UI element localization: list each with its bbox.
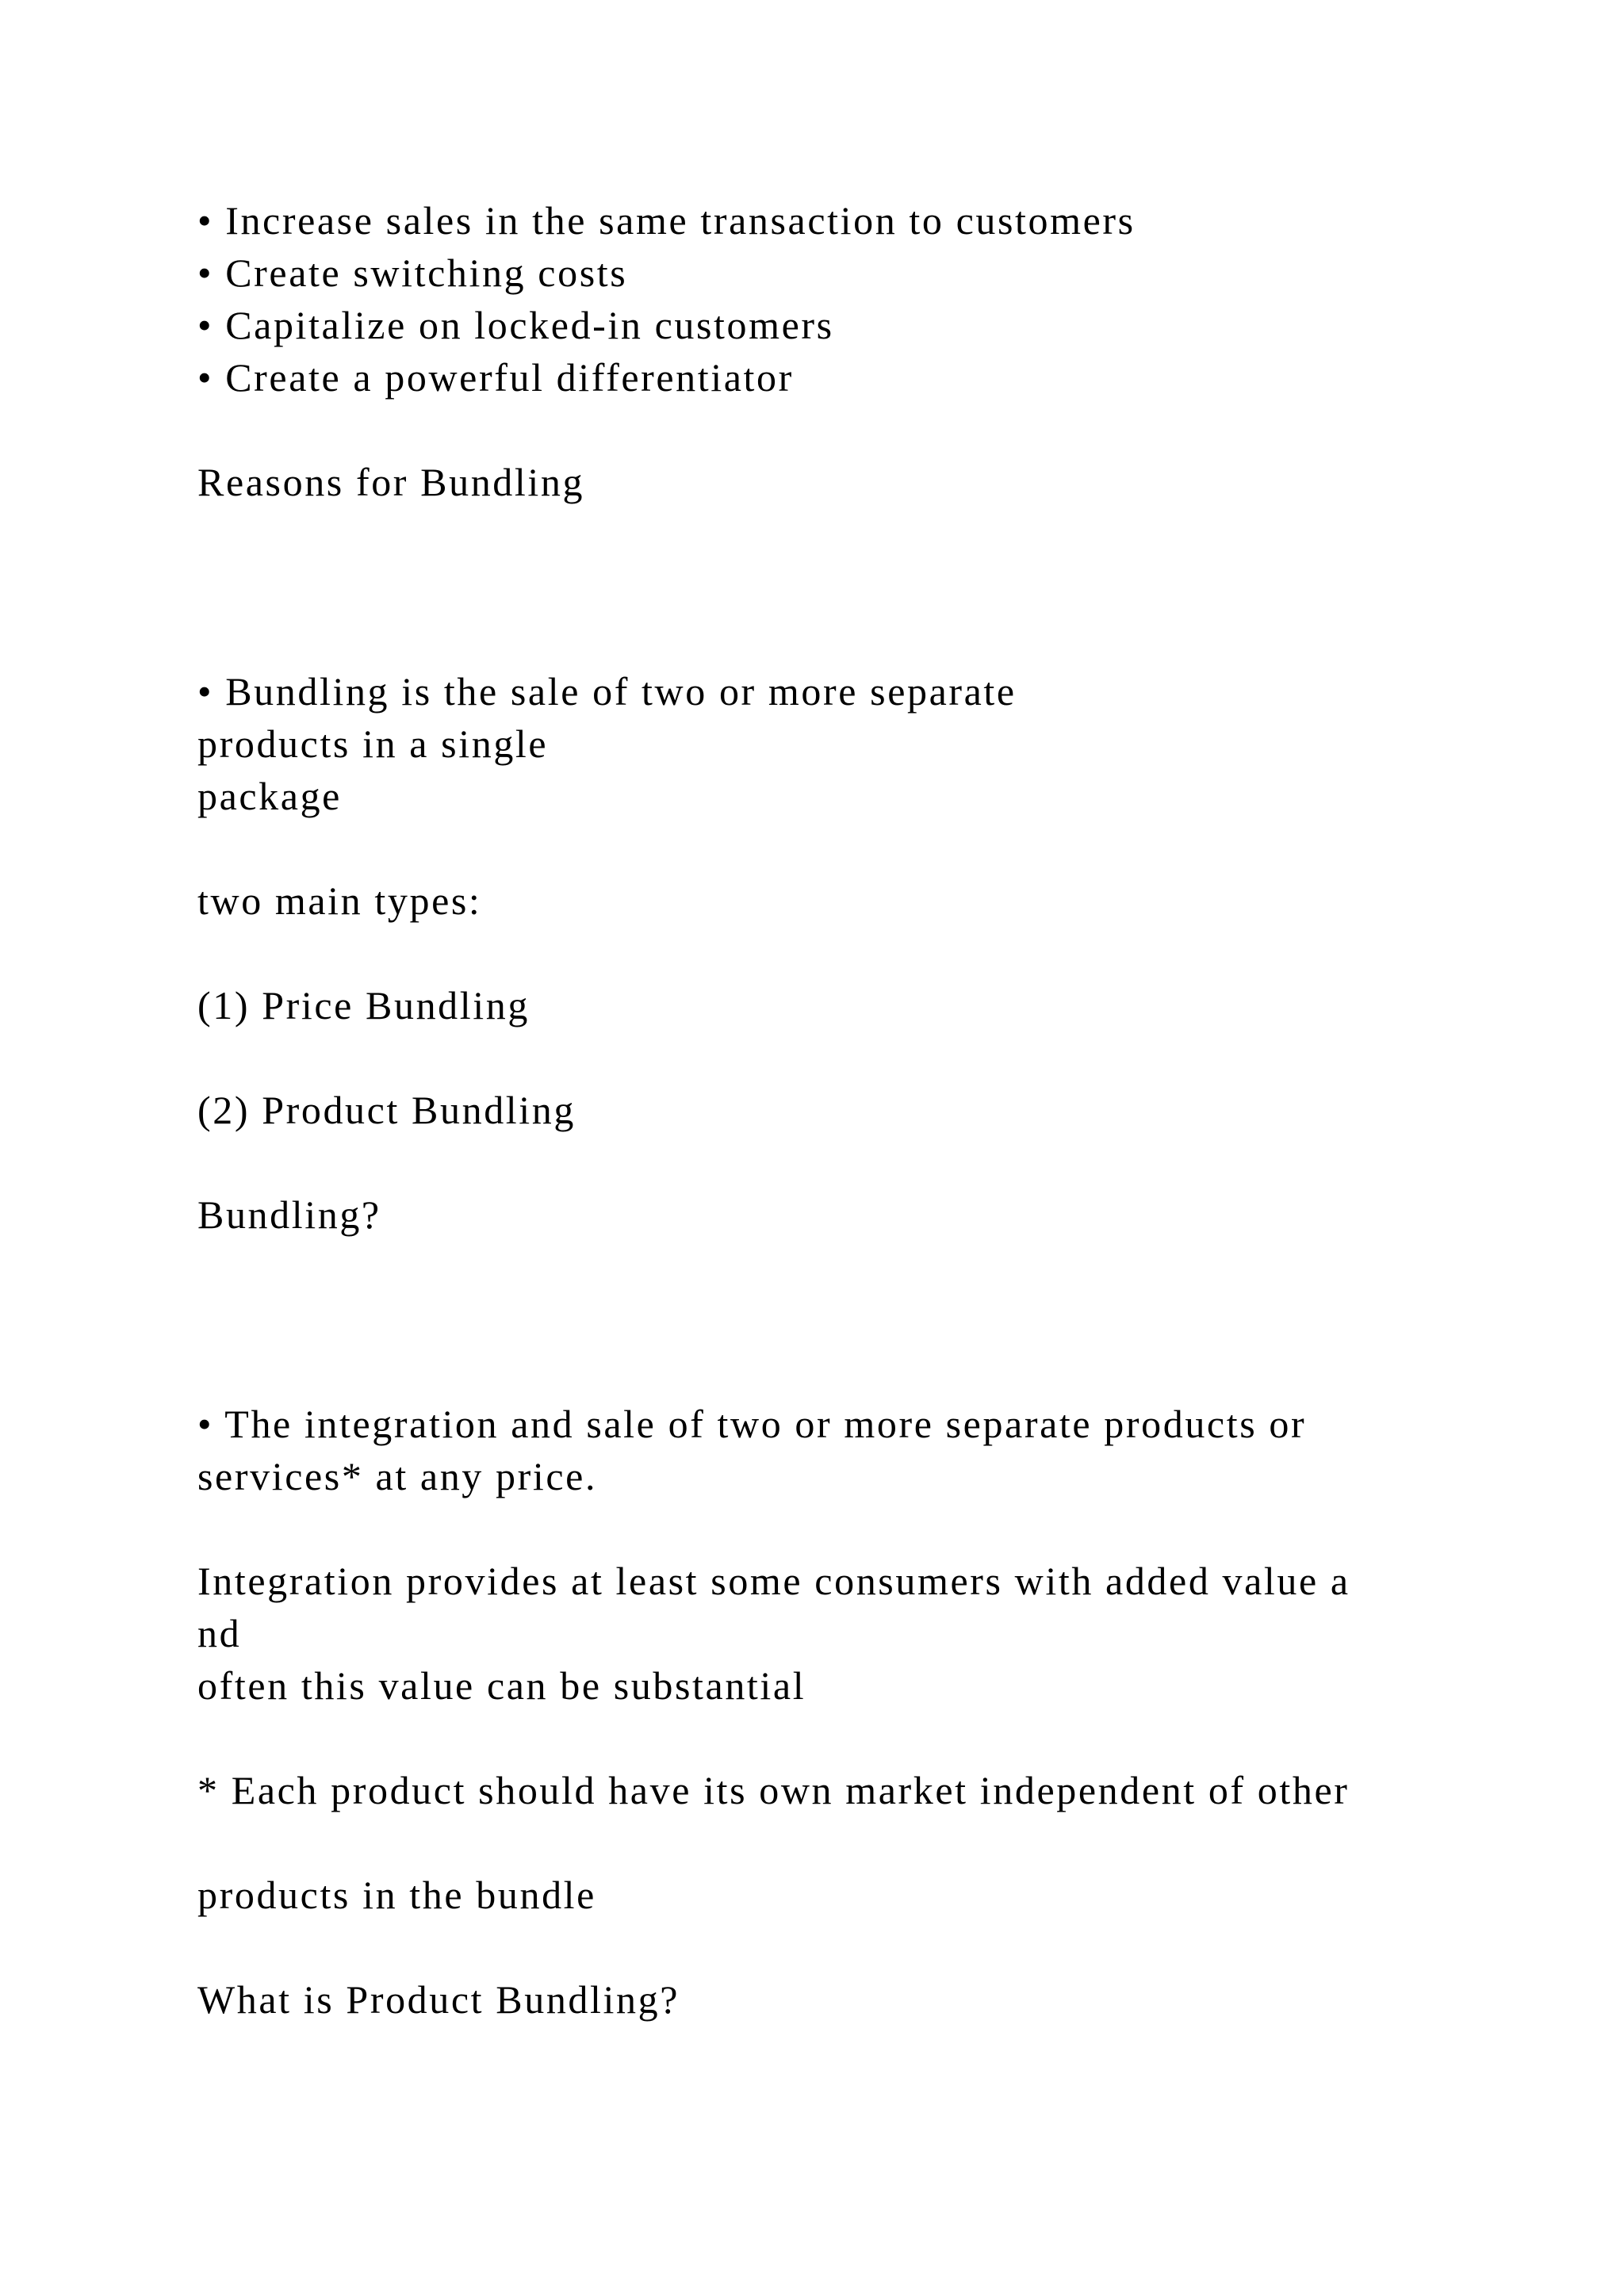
blank-line xyxy=(197,1502,1498,1555)
bullet-line: • Create a powerful differentiator xyxy=(197,355,794,400)
blank-line xyxy=(197,561,1498,613)
bullet-line: • Bundling is the sale of two or more separate xyxy=(197,669,1017,714)
blank-line xyxy=(197,1136,1498,1188)
text-line: services* at any price. xyxy=(197,1454,598,1498)
blank-line xyxy=(197,927,1498,979)
blank-line xyxy=(197,1293,1498,1345)
section-heading: Bundling? xyxy=(197,1192,381,1237)
blank-line xyxy=(197,404,1498,456)
document-body xyxy=(197,194,1498,2026)
blank-line xyxy=(197,613,1498,665)
text-line: Integration provides at least some consumers with added value a xyxy=(197,1559,1350,1603)
footnote-line: products in the bundle xyxy=(197,1873,596,1917)
blank-line xyxy=(197,1241,1498,1293)
text-line: often this value can be substantial xyxy=(197,1663,806,1708)
list-item: (2) Product Bundling xyxy=(197,1088,576,1132)
text-line: products in a single xyxy=(197,721,549,766)
bullet-line: • Capitalize on locked-in customers xyxy=(197,303,834,347)
text-line: nd xyxy=(197,1611,242,1655)
footnote-line: * Each product should have its own market independent of other xyxy=(197,1768,1350,1812)
text-line: package xyxy=(197,774,342,818)
bullet-line: • Create switching costs xyxy=(197,251,628,295)
section-heading: What is Product Bundling? xyxy=(197,1977,680,2022)
text-line: two main types: xyxy=(197,878,482,923)
blank-line xyxy=(197,822,1498,874)
blank-line xyxy=(197,508,1498,561)
blank-line xyxy=(197,1816,1498,1869)
bullet-line: • The integration and sale of two or more separate products or xyxy=(197,1402,1307,1446)
blank-line xyxy=(197,1031,1498,1084)
blank-line xyxy=(197,1712,1498,1764)
list-item: (1) Price Bundling xyxy=(197,983,530,1027)
blank-line xyxy=(197,1921,1498,1973)
bullet-line: • Increase sales in the same transaction to customers xyxy=(197,198,1136,243)
section-heading: Reasons for Bundling xyxy=(197,460,585,504)
blank-line xyxy=(197,1345,1498,1398)
